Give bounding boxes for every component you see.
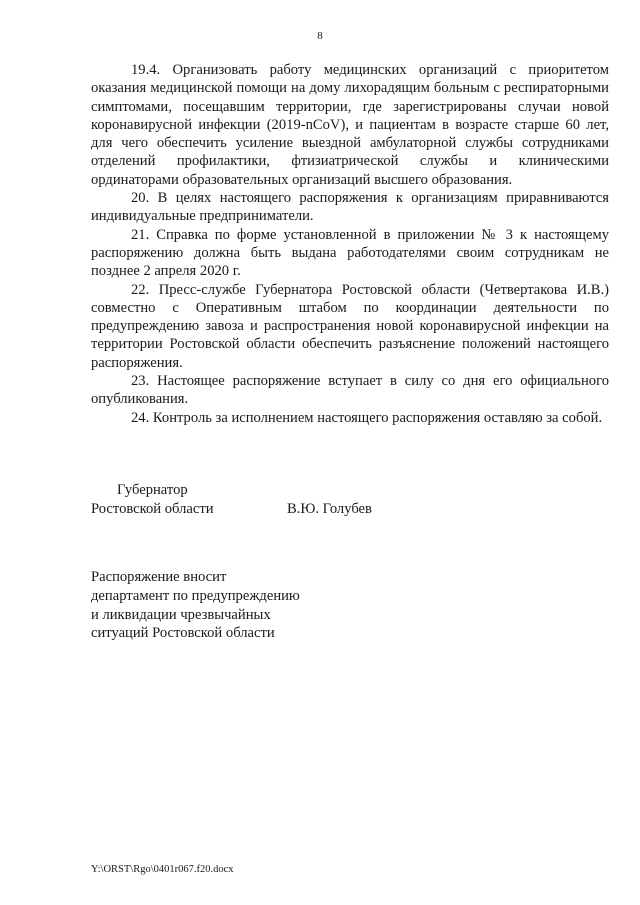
signatory-region: Ростовской области (91, 501, 214, 517)
paragraph-20: 20. В целях настоящего распоряжения к организациям приравниваются индивидуальные предприниматели. (91, 190, 609, 225)
contributor-line-3: и ликвидации чрезвычайных (91, 606, 271, 623)
contributor-block (91, 568, 391, 643)
signatory-title: Губернатор (117, 482, 188, 498)
contributor-line-1: Распоряжение вносит (91, 569, 227, 585)
signatory-row (91, 500, 491, 519)
paragraph-19-4: 19.4. Организовать работу медицинских организаций с приоритетом оказания медицинской помощи на дому лихорадящим больным с респираторными симптомами, посещавшим территории, где зарегистрированы случаи новой коронавирусной инфекции (2019-nCoV), и пациентам в возрасте старше 60 лет, для чего обеспечить усиление выездной амбулаторной службы сотрудниками отделений профилактики, фтизиатрической службы и клиническими ординаторами образовательных организаций высшего образования. (91, 62, 609, 188)
paragraph-23: 23. Настоящее распоряжение вступает в силу со дня его официального опубликования. (91, 373, 609, 408)
contributor-line-2: департамент по предупреждению (91, 587, 300, 604)
contributor-line-4: ситуаций Ростовской области (91, 625, 275, 642)
page-number: 8 (317, 30, 323, 42)
signatory-name: В.Ю. Голубев (287, 501, 372, 517)
paragraph-21: 21. Справка по форме установленной в приложении № 3 к настоящему распоряжению должна быть выдана работодателями своим сотрудникам не позднее 2 апреля 2020 г. (91, 226, 609, 280)
signature-block (91, 481, 491, 519)
paragraph-22: 22. Пресс-службе Губернатора Ростовской области (Четвертакова И.В.) совместно с Оперативным штабом по координации деятельности по предупреждению завоза и распространения новой коронавирусной инфекции на территории Ростовской области обеспечить разъяснение положений настоящего распоряжения. (91, 281, 609, 371)
paragraph-24: 24. Контроль за исполнением настоящего распоряжения оставляю за собой. (131, 409, 603, 426)
footer-file-path: Y:\ORST\Rgo\0401r067.f20.docx (91, 864, 234, 875)
document-body (91, 61, 609, 427)
